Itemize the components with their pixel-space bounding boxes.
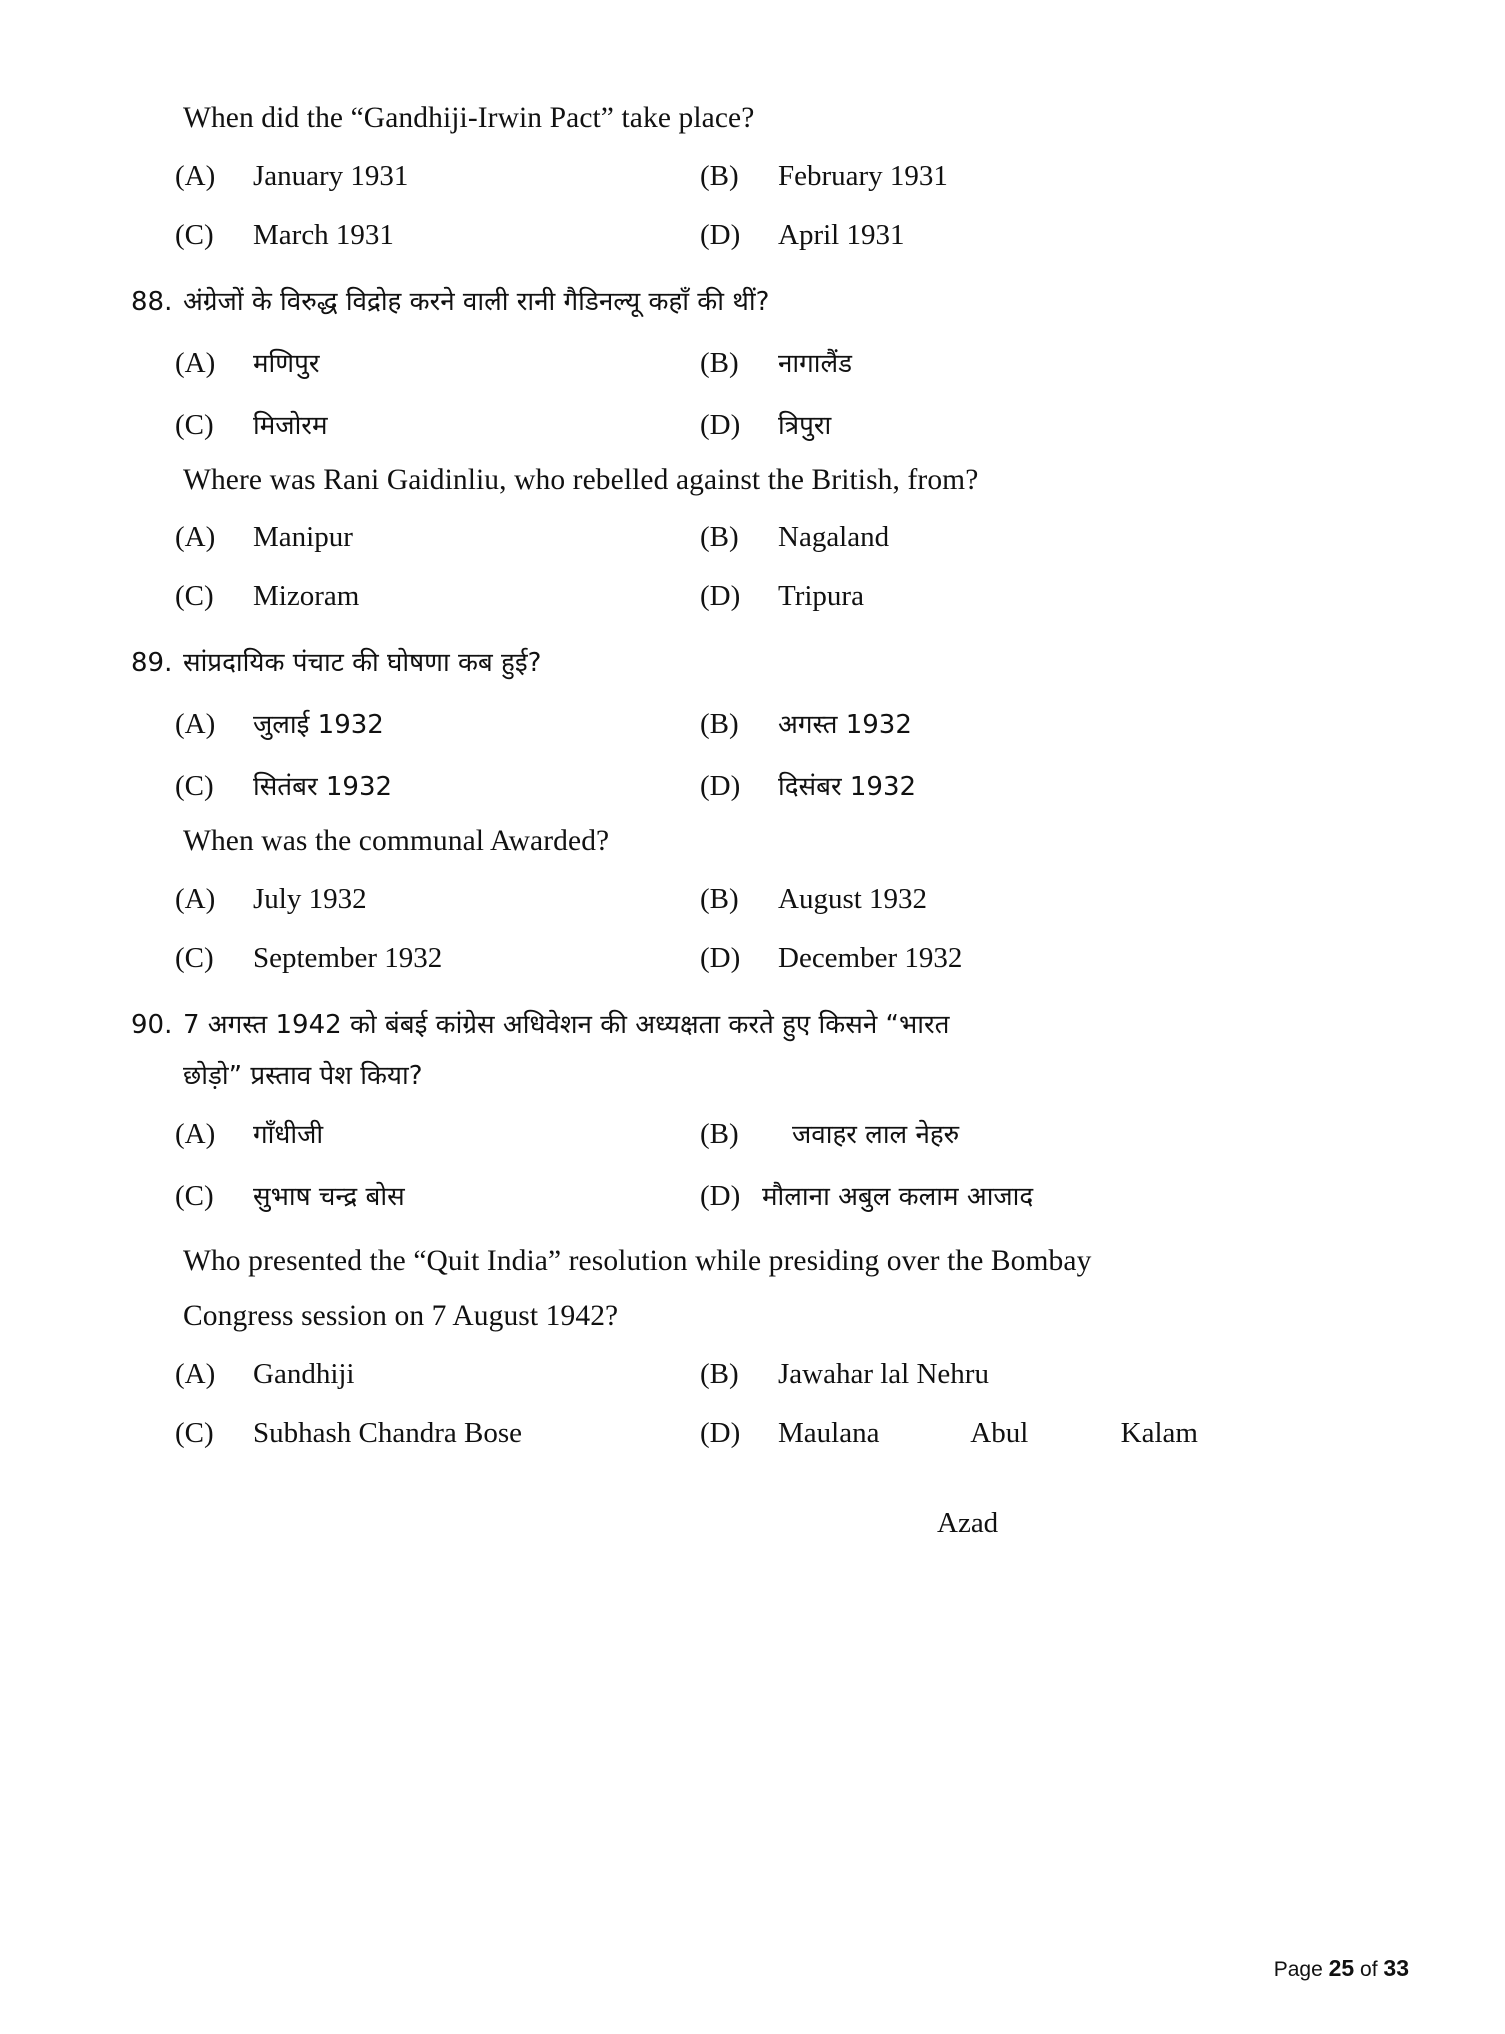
question-90-hindi-text-line-1: 7 अगस्त 1942 को बंबई कांग्रेस अधिवेशन की अध्यक्षता करते हुए किसने “भारत [183, 1009, 950, 1040]
question-90-hindi-options-row-2 [175, 1177, 1215, 1213]
option-label-a: January 1931 [253, 159, 409, 192]
option-key-d: (D) [700, 941, 741, 974]
option-key-d: (D) [700, 1179, 741, 1212]
question-89-english-options-row-2 [175, 942, 1215, 975]
option-label-b: नागालैंड [778, 348, 853, 379]
option-c[interactable] [175, 406, 700, 442]
option-key-a: (A) [175, 882, 216, 915]
option-key-a: (A) [175, 521, 216, 553]
option-d[interactable] [700, 1417, 1215, 1483]
option-key-b: (B) [700, 521, 739, 553]
question-88-hindi-options-row-2 [175, 406, 1215, 442]
option-label-b: August 1932 [778, 882, 928, 915]
question-90-hindi-options-row-1 [175, 1115, 1215, 1151]
option-key-d: (D) [700, 580, 741, 612]
option-key-b: (B) [700, 708, 739, 740]
question-87-english-options-row-2 [175, 219, 1215, 252]
option-c[interactable] [175, 767, 700, 803]
footer-prefix: Page [1273, 1958, 1329, 1981]
option-b[interactable] [700, 344, 1215, 380]
option-a[interactable] [175, 521, 700, 554]
option-b[interactable] [700, 160, 1215, 193]
option-label-a: मणिपुर [253, 348, 320, 379]
option-a[interactable] [175, 883, 700, 916]
option-label-d: December 1932 [778, 941, 963, 974]
question-90-hindi-text-line-2: छोड़ो” प्रस्ताव पेश किया? [183, 1060, 423, 1091]
option-label-a: गाँधीजी [253, 1119, 324, 1150]
question-88-hindi-options-row-1 [175, 344, 1215, 380]
option-key-b: (B) [700, 346, 739, 379]
option-a[interactable] [175, 160, 700, 193]
option-key-a: (A) [175, 1357, 216, 1390]
option-label-b: Nagaland [778, 521, 890, 553]
option-key-d: (D) [700, 770, 741, 802]
option-label-b: अगस्त 1932 [778, 710, 912, 740]
question-90-hindi-line-1 [131, 1005, 1305, 1041]
question-88-english-options-row-1 [175, 521, 1215, 554]
option-b[interactable] [700, 883, 1215, 916]
option-key-d: (D) [700, 218, 741, 251]
option-key-c: (C) [175, 941, 214, 974]
option-label-d: Maulana Abul Kalam [778, 1416, 1198, 1449]
option-key-c: (C) [175, 580, 214, 612]
option-d[interactable] [700, 580, 1215, 613]
option-d[interactable] [700, 942, 1215, 975]
option-label-b: February 1931 [778, 159, 948, 192]
question-88-hindi-text: अंग्रेजों के विरुद्ध विद्रोह करने वाली रानी गैडिनल्यू कहाँ की थीं? [183, 286, 770, 317]
option-d[interactable] [700, 219, 1215, 252]
option-d[interactable] [700, 1177, 1215, 1213]
option-key-c: (C) [175, 1179, 214, 1212]
option-key-d: (D) [700, 1416, 741, 1449]
option-a[interactable] [175, 705, 700, 741]
option-key-b: (B) [700, 882, 739, 915]
option-key-c: (C) [175, 218, 214, 251]
question-90-english-options-row-1 [175, 1358, 1215, 1391]
question-block-89 [131, 643, 1305, 975]
question-87-english-options-row-1 [175, 160, 1215, 193]
option-a[interactable] [175, 1115, 700, 1151]
question-90-english-text-line-2: Congress session on 7 August 1942? [183, 1300, 619, 1332]
option-d[interactable] [700, 406, 1215, 442]
question-87-english-text: When did the “Gandhiji-Irwin Pact” take place? [183, 102, 755, 134]
page-content [131, 102, 1305, 1540]
question-88-number: 88. [131, 286, 173, 317]
option-label-a: Manipur [253, 521, 353, 553]
question-89-hindi-text: सांप्रदायिक पंचाट की घोषणा कब हुई? [183, 648, 542, 678]
page-footer [1274, 1955, 1409, 1982]
question-89-english-text: When was the communal Awarded? [183, 825, 610, 857]
question-block-87-english [175, 104, 1305, 252]
option-b[interactable] [700, 1358, 1215, 1391]
option-label-b: जवाहर लाल नेहरु [792, 1119, 960, 1150]
option-d-continuation: Azad [937, 1506, 999, 1539]
option-a[interactable] [175, 1358, 700, 1391]
option-c[interactable] [175, 219, 700, 252]
question-89-english-options-row-1 [175, 883, 1215, 916]
option-c[interactable] [175, 942, 700, 975]
option-b[interactable] [700, 521, 1215, 554]
option-key-c: (C) [175, 1416, 214, 1449]
question-89-hindi-line [131, 643, 1305, 679]
option-key-d: (D) [700, 408, 741, 441]
option-key-a: (A) [175, 159, 216, 192]
option-key-b: (B) [700, 159, 739, 192]
option-label-d: त्रिपुरा [778, 410, 832, 441]
option-label-c: March 1931 [253, 218, 394, 251]
option-d[interactable] [700, 767, 1215, 803]
option-key-a: (A) [175, 1117, 216, 1150]
question-88-hindi-line [131, 282, 1305, 318]
option-label-c: September 1932 [253, 941, 443, 974]
option-label-a: July 1932 [253, 882, 367, 915]
question-90-number: 90. [131, 1009, 173, 1040]
option-key-b: (B) [700, 1357, 739, 1390]
option-label-a: Gandhiji [253, 1357, 355, 1390]
question-89-hindi-options-row-1 [175, 705, 1215, 741]
option-key-c: (C) [175, 770, 214, 802]
option-label-b: Jawahar lal Nehru [778, 1357, 989, 1390]
question-88-english-text: Where was Rani Gaidinliu, who rebelled against the British, from? [183, 463, 979, 496]
option-b[interactable] [700, 1115, 1215, 1151]
option-label-a: जुलाई 1932 [253, 710, 384, 740]
option-label-d: Tripura [778, 580, 864, 612]
question-block-88 [131, 282, 1305, 614]
footer-total-pages: 33 [1383, 1955, 1409, 1981]
option-c[interactable] [175, 1177, 700, 1213]
question-88-english-options-row-2 [175, 580, 1215, 613]
footer-current-page: 25 [1328, 1955, 1355, 1981]
option-key-c: (C) [175, 408, 214, 441]
option-label-c: Mizoram [253, 580, 360, 612]
question-90-english-options-row-2 [175, 1417, 1215, 1483]
option-label-c: सुभाष चन्द्र बोस [253, 1181, 405, 1212]
option-label-c: Subhash Chandra Bose [253, 1416, 523, 1449]
option-key-a: (A) [175, 708, 216, 740]
question-90-english-text-line-1: Who presented the “Quit India” resolution while presiding over the Bombay [183, 1244, 1092, 1277]
question-block-90 [131, 1005, 1305, 1540]
option-label-c: मिजोरम [253, 410, 328, 441]
footer-middle: of [1354, 1958, 1384, 1981]
option-c[interactable] [175, 1417, 700, 1483]
option-c[interactable] [175, 580, 700, 613]
option-a[interactable] [175, 344, 700, 380]
question-89-number: 89. [131, 648, 173, 678]
option-label-d: दिसंबर 1932 [778, 772, 917, 802]
option-key-b: (B) [700, 1117, 739, 1150]
option-b[interactable] [700, 705, 1215, 741]
option-label-d: मौलाना अबुल कलाम आजाद [762, 1181, 1034, 1212]
option-label-d: April 1931 [778, 218, 905, 251]
option-key-a: (A) [175, 346, 216, 379]
option-label-c: सितंबर 1932 [253, 772, 393, 802]
question-89-hindi-options-row-2 [175, 767, 1215, 803]
